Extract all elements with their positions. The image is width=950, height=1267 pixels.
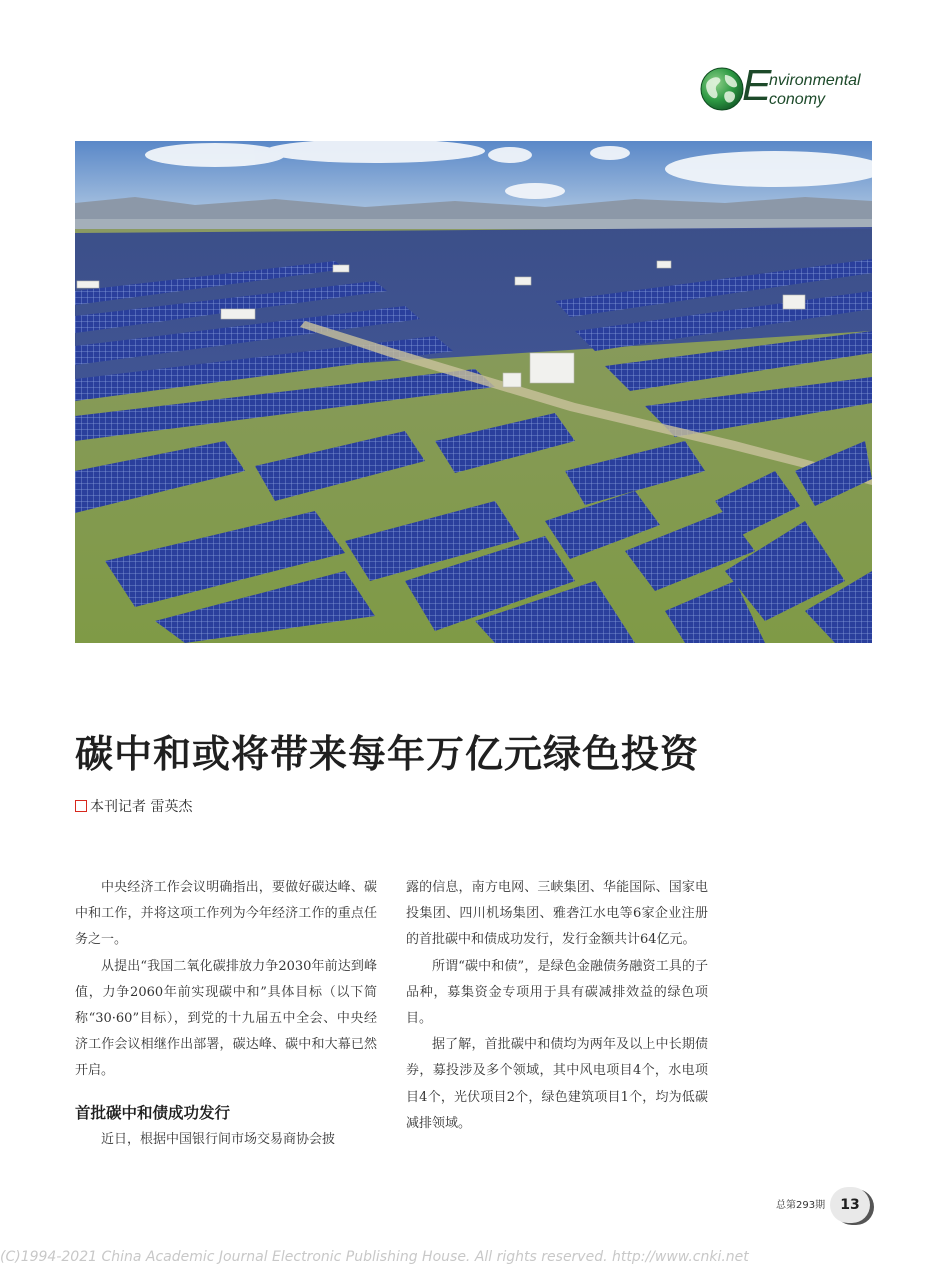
paragraph: 据了解，首批碳中和债均为两年及以上中长期债券，募投涉及多个领域，其中风电项目4个，水电项目4个，光伏项目2个，绿色建筑项目1个，均为低碳减排领域。 [406,1037,708,1131]
article-column-left [75,875,377,1153]
article-title: 碳中和或将带来每年万亿元绿色投资 [75,731,700,776]
solar-farm-photo [75,141,872,643]
page-number: 13 [830,1187,870,1223]
magazine-logo [700,61,880,114]
logo-word-economy: conomy [769,91,826,108]
paragraph: 近日，根据中国银行间市场交易商协会披 [101,1131,336,1147]
issue-number: 总第293期 [776,1200,826,1211]
byline-text: 本刊记者 雷英杰 [90,799,193,815]
globe-icon [700,67,744,111]
square-icon [75,800,87,812]
logo-word-environmental: nvironmental [769,72,861,89]
byline [75,797,192,817]
article-column-right [406,875,708,1137]
logo-letter: E [742,61,772,110]
copyright-notice: (C)1994-2021 China Academic Journal Electronic Publishing House. All rights reserved. http://www.cnki.net [0,1249,749,1265]
paragraph: 中央经济工作会议明确指出，要做好碳达峰、碳中和工作，并将这项工作列为今年经济工作的重点任务之一。 [75,880,377,948]
section-heading: 首批碳中和债成功发行 [75,1103,231,1122]
paragraph: 露的信息，南方电网、三峡集团、华能国际、国家电投集团、四川机场集团、雅砻江水电等6家企业注册的首批碳中和债成功发行，发行金额共计64亿元。 [406,880,708,948]
paragraph: 从提出“我国二氧化碳排放力争2030年前达到峰值，力争2060年前实现碳中和”具体目标（以下简称“30·60”目标），到党的十九届五中全会、中央经济工作会议相继作出部署，碳达峰、碳中和大幕已然开启。 [75,958,377,1079]
paragraph: 所谓“碳中和债”，是绿色金融债务融资工具的子品种，募集资金专项用于具有碳减排效益的绿色项目。 [406,958,708,1027]
